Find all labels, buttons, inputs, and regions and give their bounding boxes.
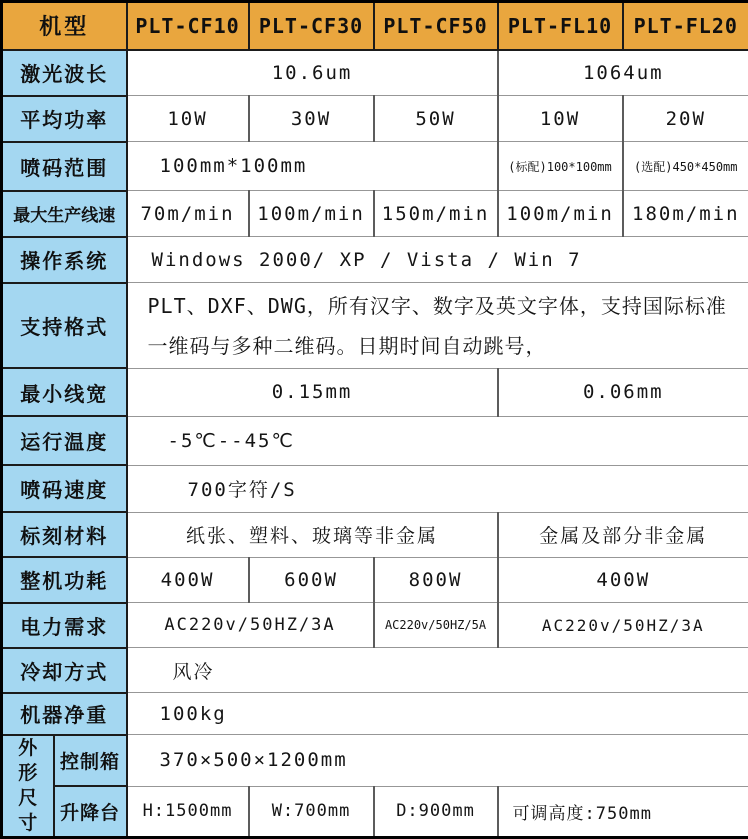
mark-speed-value: 700字符/S (127, 465, 748, 512)
table-row-consumption (2, 557, 748, 602)
row-label-dimensions (2, 735, 54, 838)
table-row-mark-speed (2, 465, 748, 512)
header-model-plt-fl20: PLT-FL20 (623, 2, 748, 50)
row-label-formats: 支持格式 (2, 283, 127, 368)
avg-power-cf30: 30W (249, 96, 374, 142)
control-box-dimensions-value: 370×500×1200mm (127, 735, 748, 786)
table-row-materials (2, 512, 748, 557)
avg-power-cf10: 10W (127, 96, 249, 142)
consumption-cf10: 400W (127, 557, 249, 602)
header-model-plt-fl10: PLT-FL10 (498, 2, 623, 50)
row-label-line-speed: 最大生产线速 (2, 191, 127, 237)
min-line-width-fiber-value: 0.06mm (498, 368, 748, 416)
table-row-min-line-width (2, 368, 748, 416)
line-speed-cf10: 70m/min (127, 191, 249, 237)
lift-table-adjustable-height: 可调高度:750mm (498, 786, 748, 837)
materials-co2-value: 纸张、塑料、玻璃等非金属 (127, 512, 498, 557)
cooling-value: 风冷 (127, 648, 748, 693)
line-speed-cf50: 150m/min (374, 191, 498, 237)
header-model-label: 机型 (2, 2, 127, 50)
header-model-plt-cf30: PLT-CF30 (249, 2, 374, 50)
row-label-min-line-width: 最小线宽 (2, 368, 127, 416)
header-model-plt-cf50: PLT-CF50 (374, 2, 498, 50)
row-label-power-req: 电力需求 (2, 603, 127, 648)
row-label-consumption: 整机功耗 (2, 557, 127, 602)
table-row-line-speed (2, 191, 748, 237)
table-row-dimensions-lift-table (2, 786, 748, 837)
table-row-net-weight (2, 693, 748, 735)
table-row-op-temp (2, 416, 748, 465)
row-label-lift-table: 升降台 (54, 786, 127, 837)
lift-table-width: W:700mm (249, 786, 374, 837)
wavelength-co2-value: 10.6um (127, 50, 498, 96)
avg-power-fl10: 10W (498, 96, 623, 142)
power-req-cf50: AC220v/50HZ/5A (374, 603, 498, 648)
mark-range-fl10-value: (标配)100*100mm (498, 142, 623, 191)
mark-range-co2-value: 100mm*100mm (127, 142, 498, 191)
lift-table-height: H:1500mm (127, 786, 249, 837)
min-line-width-co2-value: 0.15mm (127, 368, 498, 416)
row-label-control-box: 控制箱 (54, 735, 127, 786)
table-row-os (2, 237, 748, 283)
line-speed-fl20: 180m/min (623, 191, 748, 237)
formats-value: PLT、DXF、DWG，所有汉字、数字及英文字体，支持国际标准一维码与多种二维码。日期时间自动跳号， (127, 283, 748, 368)
consumption-cf30: 600W (249, 557, 374, 602)
row-label-materials: 标刻材料 (2, 512, 127, 557)
row-label-mark-range: 喷码范围 (2, 142, 127, 191)
net-weight-value: 100kg (127, 693, 748, 735)
row-label-avg-power: 平均功率 (2, 96, 127, 142)
wavelength-fiber-value: 1064um (498, 50, 748, 96)
line-speed-fl10: 100m/min (498, 191, 623, 237)
consumption-cf50: 800W (374, 557, 498, 602)
table-row-cooling (2, 648, 748, 693)
os-value: Windows 2000/ XP / Vista / Win 7 (127, 237, 748, 283)
table-row-power-req (2, 603, 748, 648)
avg-power-cf50: 50W (374, 96, 498, 142)
row-label-os: 操作系统 (2, 237, 127, 283)
table-row-avg-power (2, 96, 748, 142)
table-row-mark-range (2, 142, 748, 191)
row-label-op-temp: 运行温度 (2, 416, 127, 465)
header-model-plt-cf10: PLT-CF10 (127, 2, 249, 50)
lift-table-depth: D:900mm (374, 786, 498, 837)
line-speed-cf30: 100m/min (249, 191, 374, 237)
row-label-mark-speed: 喷码速度 (2, 465, 127, 512)
power-req-fl: AC220v/50HZ/3A (498, 603, 748, 648)
table-row-header (2, 2, 748, 50)
avg-power-fl20: 20W (623, 96, 748, 142)
mark-range-fl20-value: (选配)450*450mm (623, 142, 748, 191)
op-temp-value: -5℃--45℃ (127, 416, 748, 465)
table-row-formats (2, 283, 748, 368)
power-req-cf: AC220v/50HZ/3A (127, 603, 374, 648)
consumption-fl: 400W (498, 557, 748, 602)
dimensions-vertical-label: 外形尺寸 (18, 736, 38, 834)
table-row-dimensions-control-box (2, 735, 748, 786)
materials-fiber-value: 金属及部分非金属 (498, 512, 748, 557)
row-label-net-weight: 机器净重 (2, 693, 127, 735)
table-row-wavelength (2, 50, 748, 96)
row-label-wavelength: 激光波长 (2, 50, 127, 96)
row-label-cooling: 冷却方式 (2, 648, 127, 693)
